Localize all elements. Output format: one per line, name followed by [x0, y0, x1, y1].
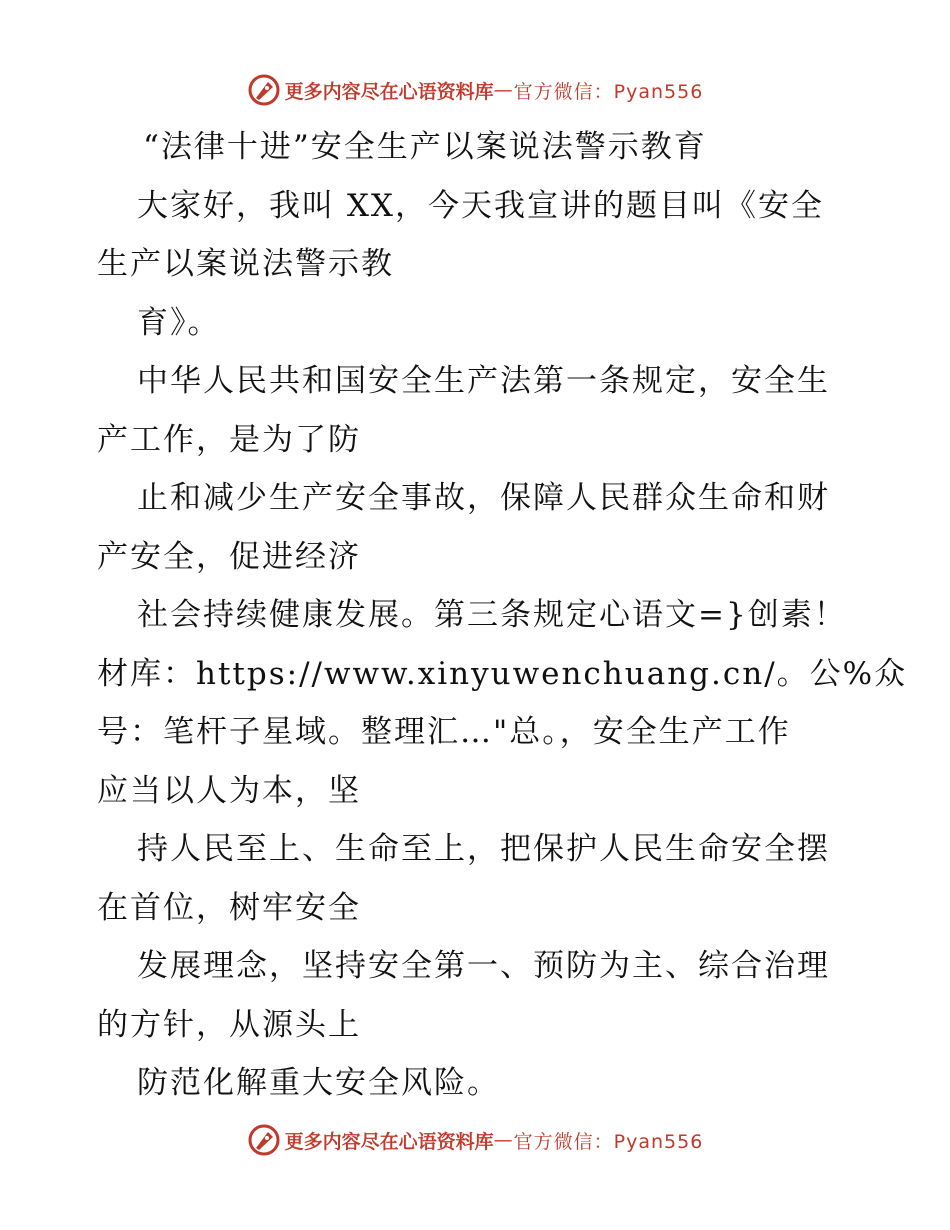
paragraph-line: 材库：https://www.xinyuwenchuang.cn/。公%众	[97, 655, 908, 692]
paragraph-line: 中华人民共和国安全生产法第一条规定，安全生	[137, 363, 830, 399]
banner-brand-text: 更多内容尽在心语资料库	[284, 80, 494, 103]
paragraph-line: 止和减少生产安全事故，保障人民群众生命和财	[137, 480, 830, 516]
paragraph-line: 大家好，我叫 XX，今天我宣讲的题目叫《安全	[137, 187, 824, 224]
paragraph-line: 在首位，树牢安全	[97, 889, 361, 926]
paragraph-line: 防范化解重大安全风险。	[137, 1065, 500, 1101]
paragraph-line: 产安全，促进经济	[97, 538, 361, 575]
pen-nib-logo-icon	[247, 1123, 281, 1157]
paragraph-line: 号：笔杆子星域。整理汇…"总。，安全生产工作	[97, 714, 791, 750]
paragraph-line: 产工作，是为了防	[97, 421, 361, 458]
paragraph-line: 社会持续健康发展。第三条规定心语文=}创素！	[137, 597, 847, 633]
paragraph-line: 持人民至上、生命至上，把保护人民生命安全摆	[137, 831, 830, 867]
banner-separator: —	[493, 79, 514, 101]
document-body	[97, 118, 908, 1113]
footer-banner	[0, 1120, 950, 1160]
banner-wechat-text: 官方微信：Pyan556	[513, 80, 704, 103]
header-banner	[0, 70, 950, 110]
paragraph-line: 育》。	[137, 304, 221, 341]
banner-separator: —	[493, 1129, 514, 1151]
paragraph-line: 应当以人为本，坚	[97, 772, 361, 809]
paragraph-line: 的方针，从源头上	[97, 1006, 361, 1043]
document-title: “法律十进”安全生产以案说法警示教育	[143, 129, 707, 165]
paragraph-line: 生产以案说法警示教	[97, 246, 394, 282]
banner-brand-text: 更多内容尽在心语资料库	[284, 1130, 494, 1153]
banner-wechat-text: 官方微信：Pyan556	[513, 1130, 704, 1153]
pen-nib-logo-icon	[247, 73, 281, 107]
paragraph-line: 发展理念，坚持安全第一、预防为主、综合治理	[137, 948, 830, 984]
